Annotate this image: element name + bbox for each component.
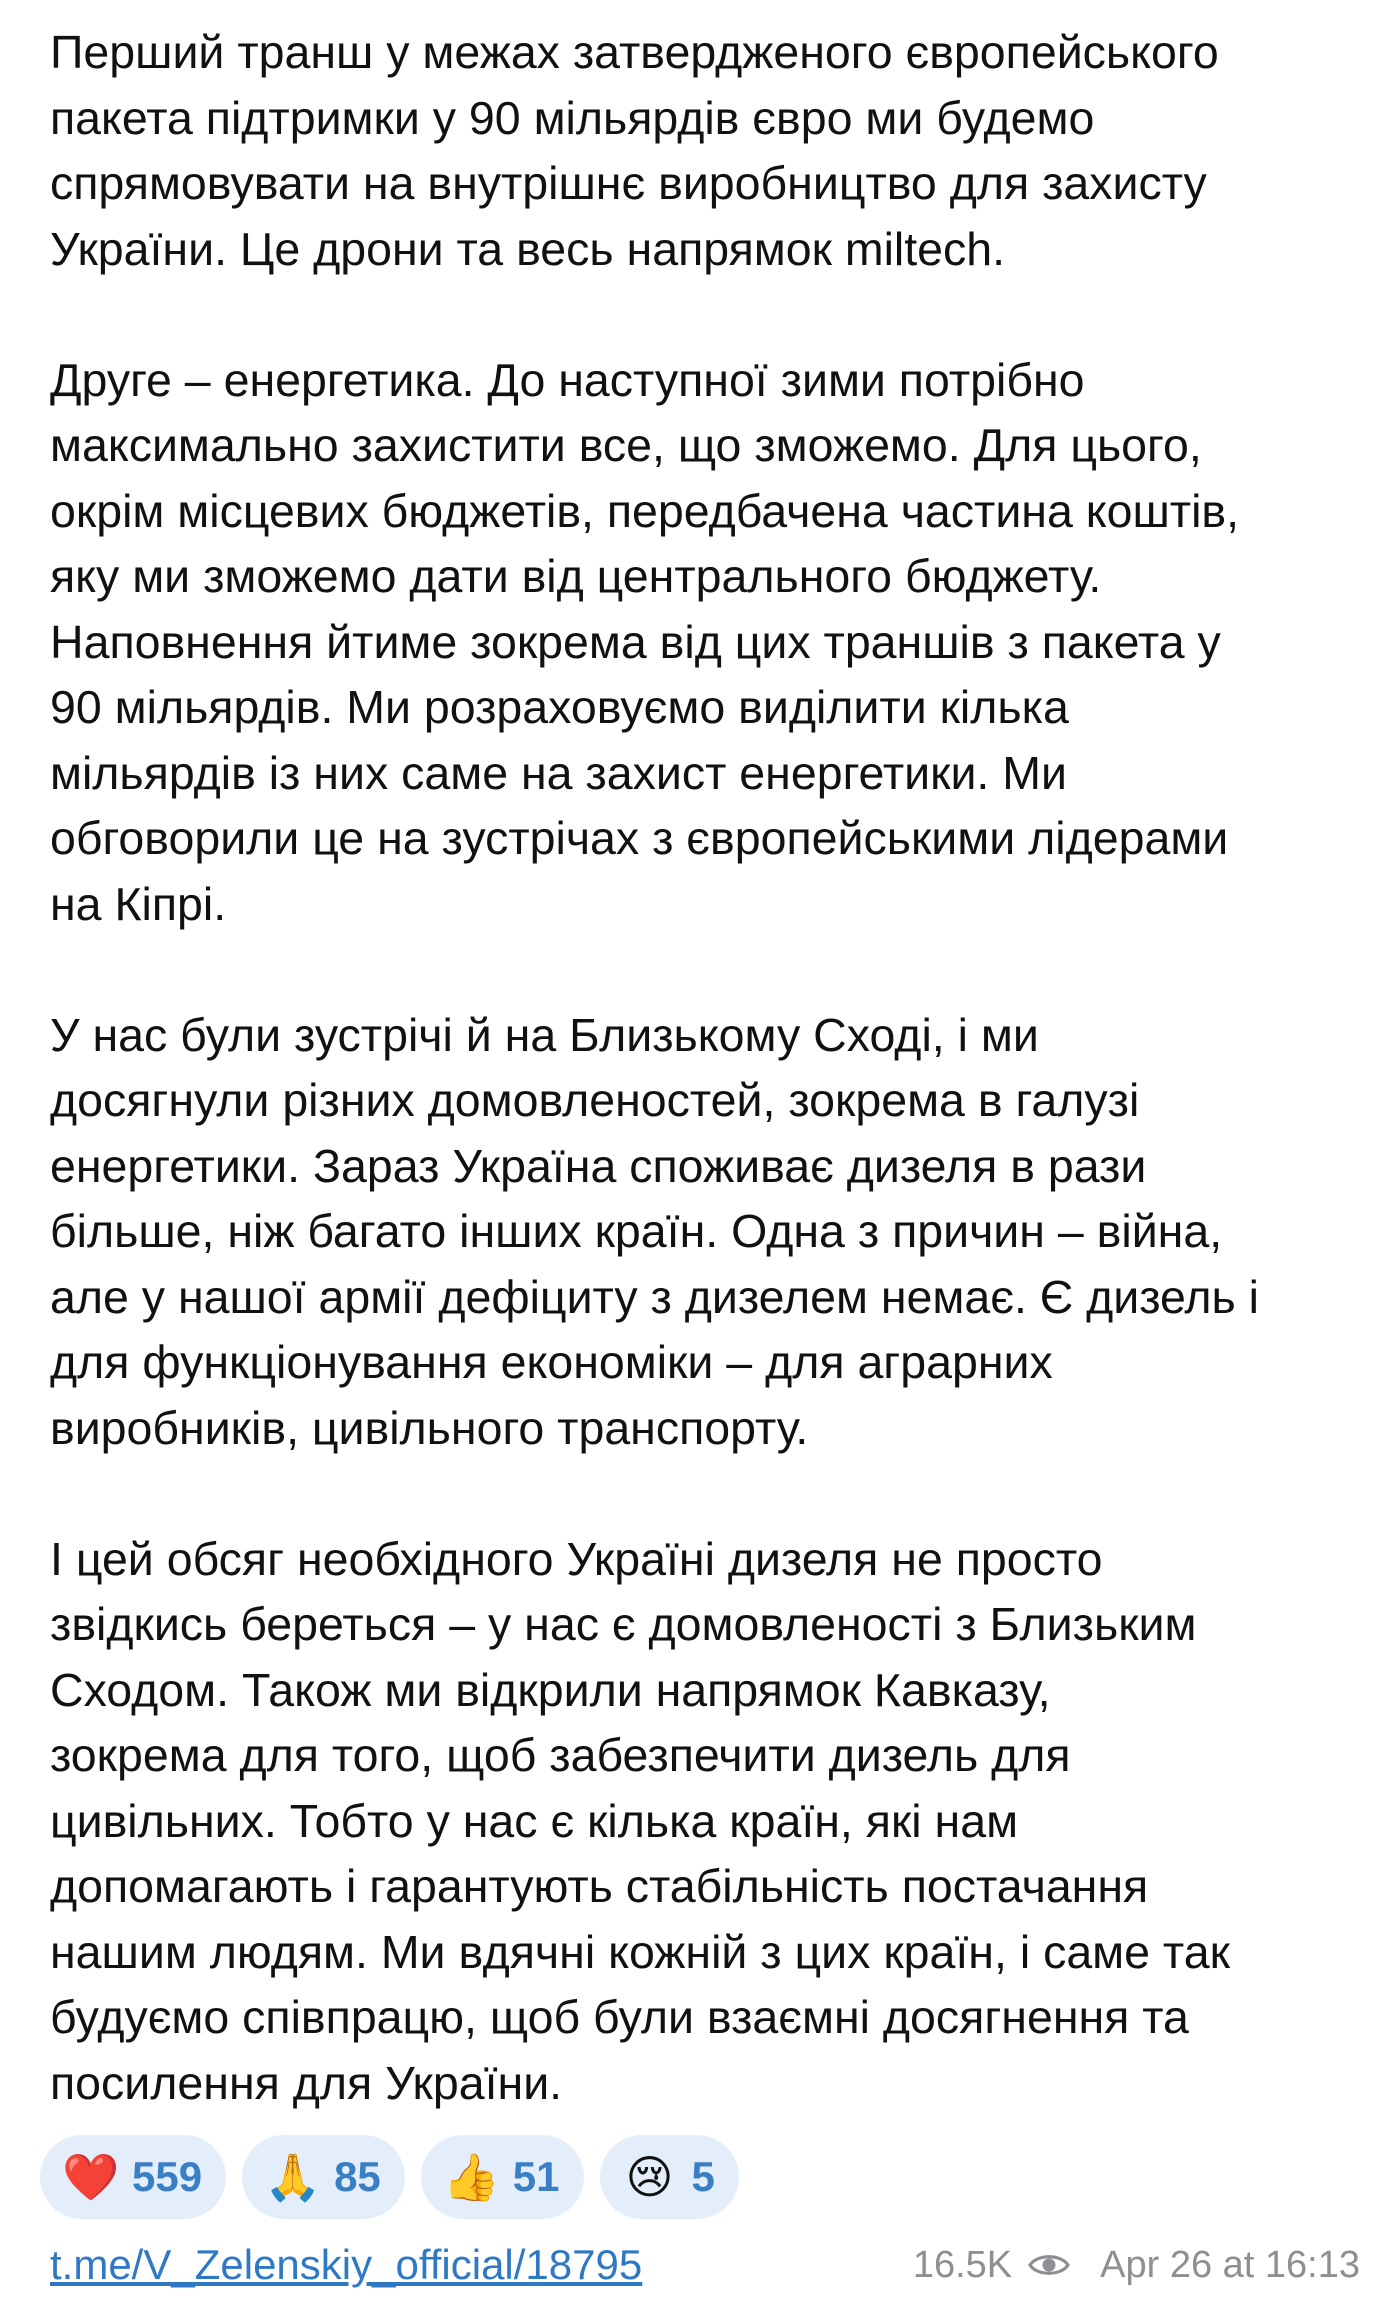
text-line: пакета підтримки у 90 мільярдів євро ми будемо [50, 91, 1095, 144]
text-line: окрім місцевих бюджетів, передбачена частина коштів, [50, 484, 1240, 537]
text-line: Друге – енергетика. До наступної зими потрібно [50, 353, 1085, 406]
timestamp: Apr 26 at 16:13 [1100, 2243, 1360, 2286]
post-footer [50, 2235, 1360, 2295]
text-line: Наповнення йтиме зокрема від цих траншів з пакета у [50, 615, 1221, 668]
text-line: У нас були зустрічі й на Близькому Сході, і ми [50, 1008, 1039, 1061]
text-line: енергетики. Зараз Україна споживає дизеля в рази [50, 1139, 1147, 1192]
text-line: виробників, цивільного транспорту. [50, 1401, 809, 1454]
message-paragraph [50, 20, 1380, 282]
text-line: допомагають і гарантують стабільність постачання [50, 1860, 1149, 1912]
post-meta [913, 2244, 1360, 2287]
message-paragraph [50, 348, 1380, 938]
text-line: максимально захистити все, що зможемо. Для цього, [50, 419, 1202, 471]
text-line: Перший транш у межах затвердженого європейського [50, 26, 1219, 78]
reaction-count: 85 [334, 2153, 381, 2200]
reaction-button[interactable] [242, 2135, 405, 2219]
text-line: мільярдів із них саме на захист енергетики. Ми [50, 746, 1067, 799]
text-line: будуємо співпрацю, щоб були взаємні досягнення та [50, 1991, 1189, 2043]
view-count: 16.5K [912, 2243, 1013, 2286]
thumbs-up-icon: 👍 [442, 2150, 501, 2204]
message-text [50, 20, 1380, 2116]
text-line: України. Це дрони та весь напрямок miltech. [50, 222, 1006, 275]
text-line: на Кіпрі. [50, 877, 227, 930]
message-paragraph [50, 1003, 1380, 1462]
reaction-button[interactable] [421, 2135, 584, 2219]
message-paragraph [50, 1527, 1380, 2117]
text-line: спрямовувати на внутрішнє виробництво для захисту [50, 157, 1207, 209]
reaction-button[interactable] [600, 2135, 739, 2219]
text-line: 90 мільярдів. Ми розраховуємо виділити кілька [50, 681, 1069, 733]
post-link[interactable]: t.me/V_Zelenskiy_official/18795 [50, 2241, 643, 2288]
reaction-count: 51 [512, 2153, 560, 2200]
text-line: зокрема для того, щоб забезпечити дизель для [50, 1729, 1071, 1781]
text-line: нашим людям. Ми вдячні кожній з цих країн, і саме так [50, 1925, 1230, 1978]
text-line: але у нашої армії дефіциту з дизелем немає. Є дизель і [50, 1270, 1259, 1323]
crying-face-icon: 😢 [625, 2150, 674, 2204]
text-line: для функціонування економіки – для аграрних [50, 1336, 1053, 1388]
eye-icon [1028, 2251, 1070, 2279]
text-line: посилення для України. [50, 2056, 563, 2109]
text-line: Сходом. Також ми відкрили напрямок Кавказу, [50, 1663, 1051, 1716]
red-heart-icon: ❤️ [62, 2150, 120, 2204]
text-line: обговорили це на зустрічах з європейськими лідерами [50, 812, 1229, 864]
reaction-button[interactable] [40, 2135, 226, 2219]
text-line: більше, ніж багато інших країн. Одна з причин – війна, [50, 1205, 1223, 1257]
reactions-bar [40, 2135, 739, 2219]
reaction-count: 5 [691, 2153, 715, 2200]
folded-hands-icon: 🙏 [264, 2150, 322, 2204]
text-line: цивільних. Тобто у нас є кілька країн, які нам [50, 1794, 1019, 1847]
text-line: звідкись береться – у нас є домовленості з Близьким [50, 1598, 1197, 1650]
text-line: яку ми зможемо дати від центрального бюджету. [50, 550, 1102, 602]
reaction-count: 559 [132, 2153, 203, 2200]
text-line: І цей обсяг необхідного Україні дизеля не просто [50, 1532, 1103, 1585]
text-line: досягнули різних домовленостей, зокрема в галузі [50, 1074, 1140, 1126]
